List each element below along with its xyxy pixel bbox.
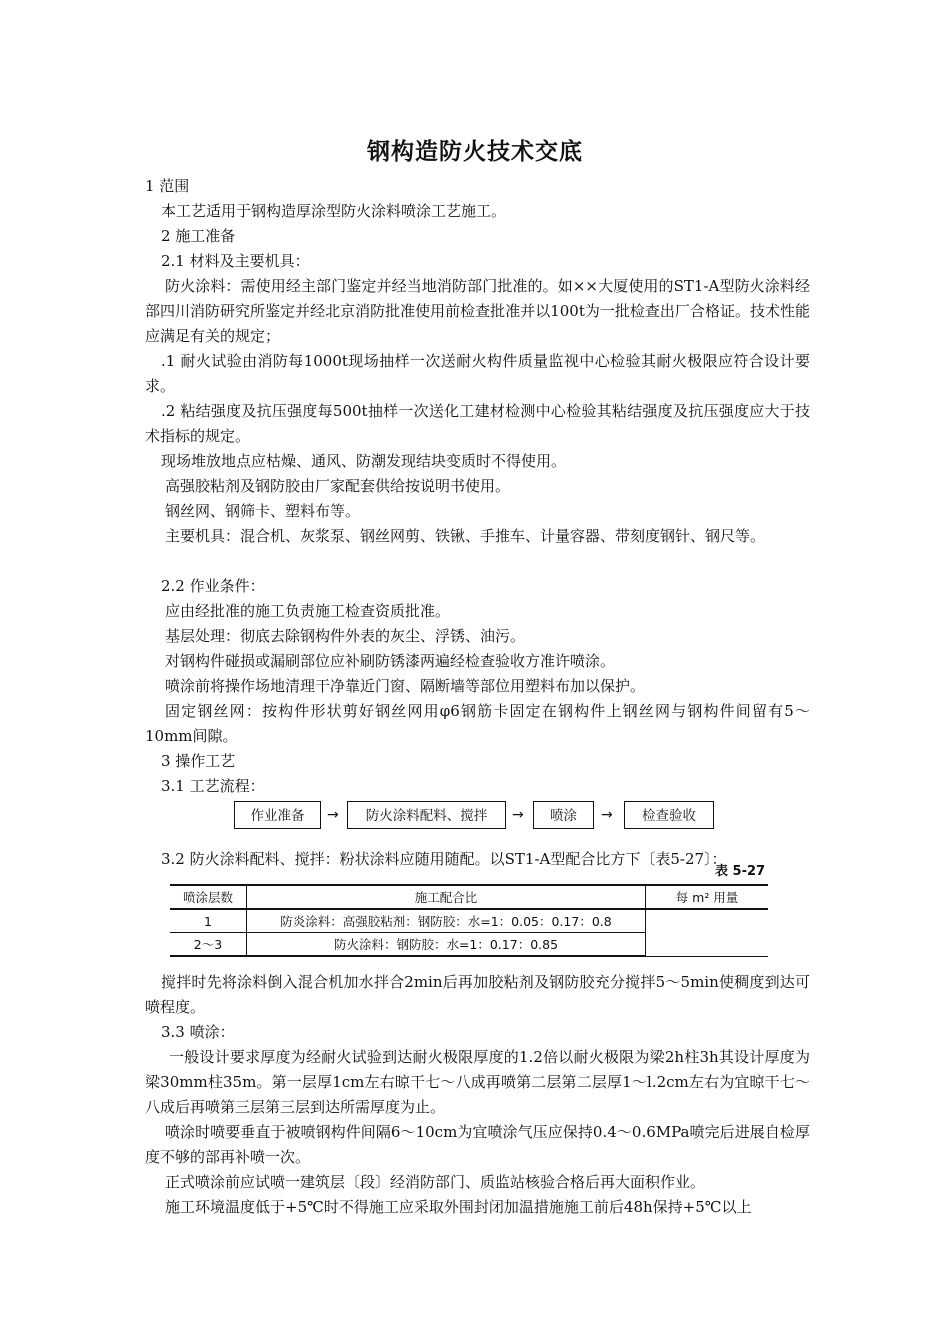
paragraph: .2 粘结强度及抗压强度每500t抽样一次送化工建材检测中心检验其粘结强度及抗压强度应大于技术指标的规定。 [145,402,810,445]
flow-step-spraying: 喷涂 [533,801,594,829]
table-cell: 2～3 [170,933,247,957]
table-header-cell: 施工配合比 [247,885,646,909]
table-header-cell: 每 m² 用量 [646,885,769,909]
table-cell: 防炎涂料：高强胶粘剂：钢防胶：水=1：0.05：0.17：0.8 [247,909,646,933]
flow-arrow-icon: → [601,807,613,823]
paragraph: 主要机具：混合机、灰浆泵、钢丝网剪、铁锹、手推车、计量容器、带刻度钢针、钢尺等。 [165,527,766,545]
table-cell-empty [646,909,769,956]
paragraph: 防火涂料：需使用经主部门鉴定并经当地消防部门批准的。如××大厦使用的ST1-A型防火涂料经部四川消防研究所鉴定并经北京消防批准使用前检查批准并以100t为一批检查出厂合格证。技术性能应满足有关的规定； [145,277,810,345]
paragraph: 正式喷涂前应试喷一建筑层〔段〕经消防部门、质监站核验合格后再大面积作业。 [165,1173,706,1191]
table-cell: 防火涂料：钢防胶：水=1：0.17：0.85 [247,933,646,957]
section-heading: 2 施工准备 [161,227,236,245]
section-heading: 1 范围 [145,177,190,195]
subsection-heading: 3.1 工艺流程： [161,777,265,795]
paragraph: 基层处理：彻底去除钢构件外表的灰尘、浮锈、油污。 [165,627,526,645]
section-heading: 3 操作工艺 [161,752,236,770]
flow-arrow-icon: → [512,807,524,823]
paragraph: 现场堆放地点应枯燥、通风、防潮发现结块变质时不得使用。 [161,452,567,470]
subsection-heading: 3.3 喷涂： [161,1023,235,1041]
paragraph: 喷涂前将操作场地清理干净靠近门窗、隔断墙等部位用塑料布加以保护。 [165,677,646,695]
table-caption: 表 5-27 [715,864,766,879]
paragraph: 一般设计要求厚度为经耐火试验到达耐火极限厚度的1.2倍以耐火极限为梁2h柱3h其设计厚度为梁30mm柱35m。第一层厚1cm左右晾干七～八成再喷第二层第二层厚1～l.2cm左右为宜晾干七～八成后再喷第三层第三层到达所需厚度为止。 [145,1048,810,1116]
process-flow [234,801,734,831]
table-cell: 1 [170,909,247,933]
flow-step-mixing: 防火涂料配料、搅拌 [347,801,506,829]
table-row [170,909,768,933]
flow-arrow-icon: → [327,807,339,823]
paragraph: 固定钢丝网：按构件形状剪好钢丝网用φ6钢筋卡固定在钢构件上钢丝网与钢构件间留有5～10mm间隙。 [145,702,810,745]
paragraph: 施工环境温度低于+5℃时不得施工应采取外围封闭加温措施施工前后48h保持+5℃以上 [165,1198,752,1216]
table-header-cell: 喷涂层数 [170,885,247,909]
flow-step-inspection: 检查验收 [624,801,714,829]
flow-step-prepare: 作业准备 [234,801,321,829]
subsection-heading: 3.2 防火涂料配料、搅拌：粉状涂料应随用随配。以ST1-A型配合比方下〔表5-27〕： [161,850,727,868]
paragraph: .1 耐火试验由消防每1000t现场抽样一次送耐火构件质量监视中心检验其耐火极限应符合设计要求。 [145,352,810,395]
document-title: 钢构造防火技术交底 [367,139,583,165]
paragraph: 高强胶粘剂及钢防胶由厂家配套供给按说明书使用。 [165,477,511,495]
paragraph: 应由经批准的施工负责施工检查资质批准。 [165,602,451,620]
paragraph: 钢丝网、钢筛卡、塑料布等。 [165,502,361,520]
table-header-row [170,885,768,909]
paragraph: 喷涂时喷要垂直于被喷钢构件间隔6～10cm为宜喷涂气压应保持0.4～0.6MPa喷完后进展自检厚度不够的部再补喷一次。 [145,1123,810,1166]
paragraph: 对钢构件碰损或漏刷部位应补刷防锈漆两遍经检查验收方准许喷涂。 [165,652,616,670]
subsection-heading: 2.1 材料及主要机具： [161,252,310,270]
paragraph: 搅拌时先将涂料倒入混合机加水拌合2min后再加胶粘剂及钢防胶充分搅拌5～5min使稠度到达可喷程度。 [145,973,810,1016]
mix-ratio-table [170,884,768,957]
subsection-heading: 2.2 作业条件： [161,577,265,595]
paragraph: 本工艺适用于钢构造厚涂型防火涂料喷涂工艺施工。 [161,202,507,220]
